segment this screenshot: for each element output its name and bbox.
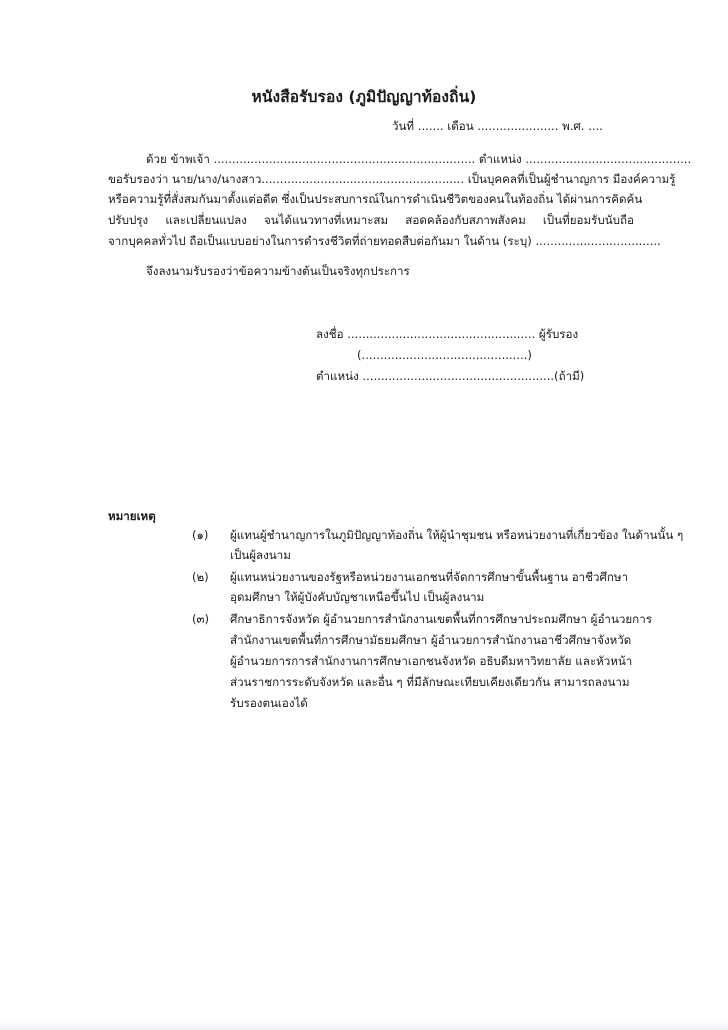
note-line: ศึกษาธิการจังหวัด ผู้อำนวยการสำนักงานเขตพื้นที่การศึกษาประถมศึกษา ผู้อำนวยการ [230, 612, 652, 626]
body-line: ขอรับรองว่า นาย/นาง/นางสาว....................................................... เป็นบุคคลที่เป็นผู้ชำนาญการ มีองค์ความรู้ [108, 172, 676, 186]
signer-position-line: ตำแหน่ง ....................................................(ถ้ามี) [316, 369, 585, 383]
scan-edge [0, 1020, 728, 1030]
note-line: อุดมศึกษา ให้ผู้บังคับบัญชาเหนือขึ้นไป เป็นผู้ลงนาม [230, 590, 485, 604]
note-line: รับรองตนเองได้ [230, 696, 308, 710]
document-title: หนังสือรับรอง (ภูมิปัญญาท้องถิ่น) [251, 88, 477, 106]
note-line: ผู้แทนหน่วยงานของรัฐหรือหน่วยงานเอกชนที่จัดการศึกษาขั้นพื้นฐาน อาชีวศึกษา [230, 570, 629, 584]
body-line: ปรับปรุง และเปลี่ยนแปลง จนได้แนวทางที่เหมาะสม สอดคล้องกับสภาพสังคม เป็นที่ยอมรับนับถือ [108, 213, 634, 227]
note-number: (๒) [192, 570, 209, 584]
notes-heading: หมายเหตุ [108, 509, 156, 523]
note-line: ผู้อำนวยการการสำนักงานการศึกษาเอกชนจังหวัด อธิบดีมหาวิทยาลัย และหัวหน้า [230, 654, 633, 668]
signature-line: ลงชื่อ ................................................... ผู้รับรอง [316, 327, 579, 341]
note-line: สำนักงานเขตพื้นที่การศึกษามัธยมศึกษา ผู้อำนวยการสำนักงานอาชีวศึกษาจังหวัด [230, 633, 632, 647]
body-line: ด้วย ข้าพเจ้า ....................................................................... ตำแหน่ง ............................................. [146, 152, 692, 166]
note-number: (๑) [192, 528, 209, 542]
note-line: ผู้แทนผู้ชำนาญการในภูมิปัญญาท้องถิ่น ให้ผู้นำชุมชน หรือหน่วยงานที่เกี่ยวข้อง ในด้านนั้น ๆ [230, 528, 684, 542]
note-line: เป็นผู้ลงนาม [230, 548, 291, 562]
date-line: วันที่ ....... เดือน ...................... พ.ศ. .... [392, 119, 603, 133]
body-line: จากบุคคลทั่วไป ถือเป็นแบบอย่างในการดำรงชีวิตที่ถ่ายทอดสืบต่อกันมา ในด้าน (ระบุ) .................................. [108, 234, 661, 248]
certify-statement: จึงลงนามรับรองว่าข้อความข้างต้นเป็นจริงทุกประการ [146, 264, 410, 278]
note-line: ส่วนราชการระดับจังหวัด และอื่น ๆ ที่มีลักษณะเทียบเคียงเดียวกัน สามารถลงนาม [230, 675, 630, 689]
note-number: (๓) [192, 612, 209, 626]
signer-name-line: (.............................................) [357, 348, 532, 362]
body-line: หรือความรู้ที่สั่งสมกันมาตั้งแต่อดีต ซึ่งเป็นประสบการณ์ในการดำเนินชีวิตของคนในท้องถิ่น ได้ผ่านการคิดค้น [108, 192, 643, 206]
